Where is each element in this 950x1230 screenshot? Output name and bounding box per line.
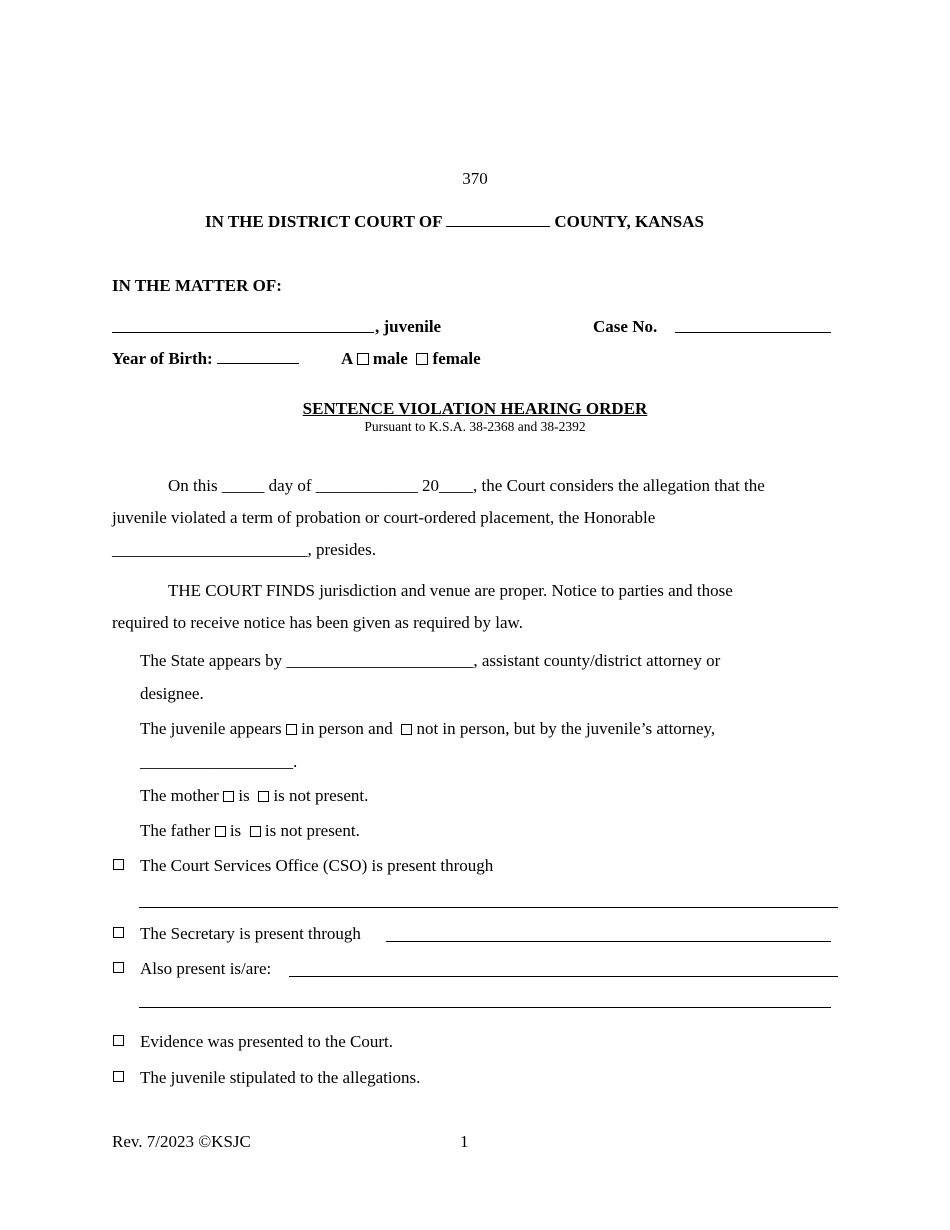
father-label: The father: [140, 821, 211, 840]
father-row: [140, 821, 360, 841]
juvenile-appears-row: [140, 719, 715, 739]
cso-checkbox[interactable]: [113, 859, 124, 870]
mother-is-label: is: [238, 786, 250, 805]
secretary-label: The Secretary is present through: [140, 924, 361, 943]
mother-not-present-checkbox[interactable]: [258, 791, 269, 802]
year-of-birth-label: Year of Birth:: [112, 349, 213, 368]
case-no-label: Case No.: [593, 317, 658, 336]
year-of-birth-blank[interactable]: [217, 349, 299, 364]
not-in-person-checkbox[interactable]: [401, 724, 412, 735]
also-present-checkbox[interactable]: [113, 962, 124, 973]
page-number-footer: 1: [460, 1132, 469, 1151]
cso-blank-line[interactable]: [139, 907, 838, 908]
father-not-present-checkbox[interactable]: [250, 826, 261, 837]
court-header-suffix: COUNTY, KANSAS: [554, 212, 704, 231]
intro-line-2: juvenile violated a term of probation or court-ordered placement, the Honorable: [112, 508, 656, 527]
year-of-birth-row: [112, 349, 299, 369]
attorney-blank[interactable]: __________________.: [140, 752, 298, 771]
state-line-1: The State appears by ______________________, assistant county/district attorney or: [140, 651, 721, 670]
findings-line-1: THE COURT FINDS jurisdiction and venue are proper. Notice to parties and those: [168, 581, 733, 600]
court-header-prefix: IN THE DISTRICT COURT OF: [205, 212, 442, 231]
juvenile-name-blank[interactable]: [112, 318, 374, 333]
also-present-label: Also present is/are:: [140, 959, 272, 978]
juvenile-appears-label: The juvenile appears: [140, 719, 282, 738]
also-present-blank-line-2[interactable]: [139, 1007, 831, 1008]
a-label: A: [341, 349, 353, 368]
female-checkbox[interactable]: [416, 353, 428, 365]
not-in-person-label: not in person, but by the juvenile’s attorney,: [416, 719, 716, 738]
mother-row: [140, 786, 368, 806]
matter-label: IN THE MATTER OF:: [112, 276, 282, 295]
order-title: SENTENCE VIOLATION HEARING ORDER: [302, 399, 648, 418]
cso-label: The Court Services Office (CSO) is present through: [140, 856, 494, 875]
sex-row: [341, 349, 481, 369]
order-subtitle: Pursuant to K.S.A. 38-2368 and 38-2392: [364, 419, 586, 434]
stipulated-checkbox[interactable]: [113, 1071, 124, 1082]
county-blank[interactable]: [446, 212, 550, 227]
intro-line-3: _______________________, presides.: [112, 540, 376, 559]
revision-footer: Rev. 7/2023 ©KSJC: [112, 1132, 251, 1151]
mother-is-checkbox[interactable]: [223, 791, 234, 802]
in-person-checkbox[interactable]: [286, 724, 297, 735]
evidence-checkbox[interactable]: [113, 1035, 124, 1046]
also-present-blank-line[interactable]: [289, 976, 838, 977]
intro-line-1: On this _____ day of ____________ 20____, the Court considers the allegation that the: [168, 476, 765, 495]
findings-line-2: required to receive notice has been given as required by law.: [112, 613, 523, 632]
stipulated-label: The juvenile stipulated to the allegations.: [140, 1068, 421, 1087]
mother-label: The mother: [140, 786, 219, 805]
evidence-label: Evidence was presented to the Court.: [140, 1032, 394, 1051]
secretary-checkbox[interactable]: [113, 927, 124, 938]
mother-not-present-label: is not present.: [273, 786, 369, 805]
father-is-label: is: [229, 821, 242, 840]
court-header: [205, 212, 704, 232]
secretary-blank-line[interactable]: [386, 941, 831, 942]
state-line-2: designee.: [140, 684, 204, 703]
case-no-blank[interactable]: [675, 318, 831, 333]
father-not-present-label: is not present.: [264, 821, 360, 840]
father-is-checkbox[interactable]: [215, 826, 226, 837]
female-label: female: [432, 349, 481, 368]
male-label: male: [372, 349, 408, 368]
juvenile-suffix: , juvenile: [375, 317, 442, 336]
page-number-top: 370: [462, 169, 488, 188]
in-person-label: in person and: [301, 719, 393, 738]
male-checkbox[interactable]: [357, 353, 369, 365]
